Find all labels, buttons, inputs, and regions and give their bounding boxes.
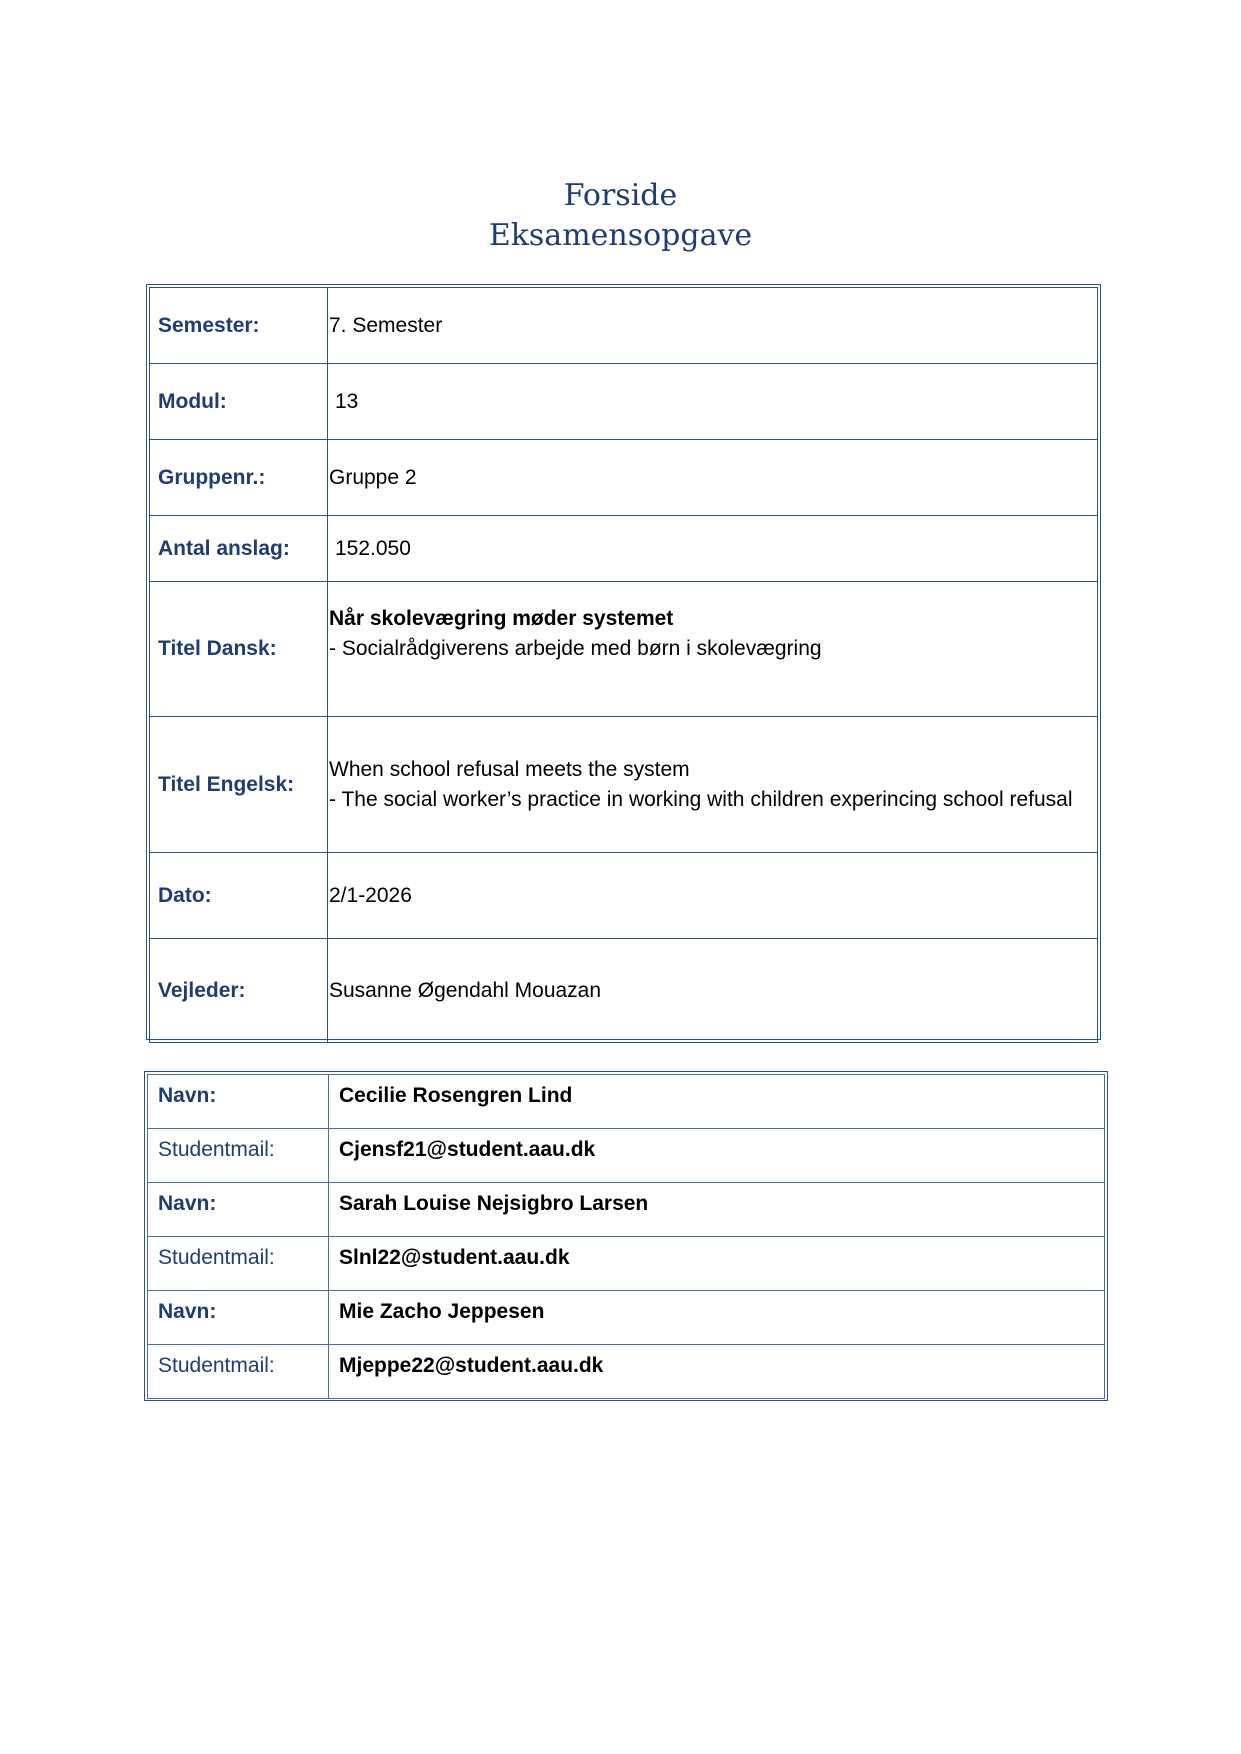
student-mail-label: Studentmail: [148, 1345, 329, 1399]
dato-label: Dato: [150, 853, 328, 939]
student-mail: Slnl22@student.aau.dk [329, 1237, 1105, 1291]
student-name: Mie Zacho Jeppesen [329, 1291, 1105, 1345]
dato-value: 2/1-2026 [328, 853, 1098, 939]
table-row [148, 1183, 1105, 1237]
vejleder-label: Vejleder: [150, 939, 328, 1043]
students-table [144, 1071, 1108, 1401]
table-row [148, 1291, 1105, 1345]
anslag-label: Antal anslag: [150, 516, 328, 582]
table-row [148, 1129, 1105, 1183]
table-row [148, 1345, 1105, 1399]
student-mail-label: Studentmail: [148, 1237, 329, 1291]
student-mail-label: Studentmail: [148, 1129, 329, 1183]
table-row [150, 582, 1098, 717]
vejleder-value: Susanne Øgendahl Mouazan [328, 939, 1098, 1043]
table-row [150, 516, 1098, 582]
student-mail: Cjensf21@student.aau.dk [329, 1129, 1105, 1183]
title-line-eksamensopgave: Eksamensopgave [488, 218, 753, 253]
student-mail: Mjeppe22@student.aau.dk [329, 1345, 1105, 1399]
student-name-label: Navn: [148, 1075, 329, 1129]
titel-engelsk-value [328, 717, 1098, 853]
table-row [150, 853, 1098, 939]
titel-dansk-label: Titel Dansk: [150, 582, 328, 717]
table-row [150, 288, 1098, 364]
student-name-label: Navn: [148, 1291, 329, 1345]
modul-label: Modul: [150, 364, 328, 440]
table-row [150, 717, 1098, 853]
titel-engelsk-label: Titel Engelsk: [150, 717, 328, 853]
student-name: Cecilie Rosengren Lind [329, 1075, 1105, 1129]
table-row [148, 1075, 1105, 1129]
table-row [150, 440, 1098, 516]
gruppe-label: Gruppenr.: [150, 440, 328, 516]
semester-value: 7. Semester [328, 288, 1098, 364]
table-row [150, 364, 1098, 440]
gruppe-value: Gruppe 2 [328, 440, 1098, 516]
modul-value: 13 [328, 364, 1098, 440]
page-title [0, 176, 1241, 256]
titel-dansk-sub: - Socialrådgiverens arbejde med børn i skolevægring [329, 637, 822, 660]
table-row [150, 939, 1098, 1043]
table-row [148, 1237, 1105, 1291]
info-table [146, 284, 1101, 1040]
titel-dansk-value [328, 582, 1098, 717]
student-name: Sarah Louise Nejsigbro Larsen [329, 1183, 1105, 1237]
semester-label: Semester: [150, 288, 328, 364]
anslag-value: 152.050 [328, 516, 1098, 582]
titel-engelsk-sub: - The social worker’s practice in working with children experincing school refusal [329, 787, 1073, 811]
titel-dansk-main: Når skolevægring møder systemet [329, 607, 674, 630]
title-line-forside: Forside [563, 178, 678, 213]
student-name-label: Navn: [148, 1183, 329, 1237]
titel-engelsk-main: When school refusal meets the system [329, 757, 690, 781]
